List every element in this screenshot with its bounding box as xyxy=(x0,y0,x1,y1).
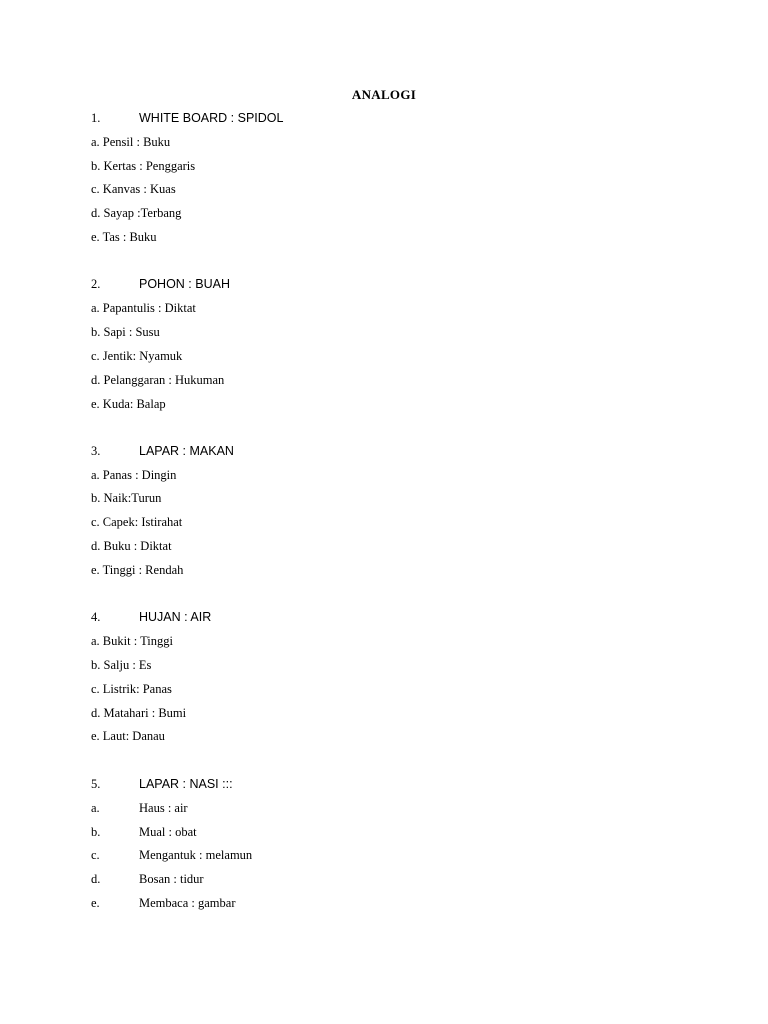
answer-option: c. Capek: Istirahat xyxy=(91,515,183,529)
option-text: Membaca : gambar xyxy=(139,896,236,910)
answer-option: a. Bukit : Tinggi xyxy=(91,634,173,648)
option-letter: d. xyxy=(91,872,101,886)
answer-option: a. Panas : Dingin xyxy=(91,468,177,482)
question-number: 5. xyxy=(91,777,101,791)
answer-option: b. Kertas : Penggaris xyxy=(91,159,196,173)
answer-option: c. Jentik: Nyamuk xyxy=(91,349,183,363)
answer-option: d. Matahari : Bumi xyxy=(91,706,187,720)
question-number: 4. xyxy=(91,610,101,624)
answer-option: b. Salju : Es xyxy=(91,658,152,672)
answer-option: b. Naik:Turun xyxy=(91,491,162,505)
question-prompt: LAPAR : NASI ::: xyxy=(139,777,233,791)
answer-option: e. Tinggi : Rendah xyxy=(91,563,184,577)
answer-option: a. Pensil : Buku xyxy=(91,135,171,149)
option-text: Bosan : tidur xyxy=(139,872,204,886)
answer-option: e. Laut: Danau xyxy=(91,729,165,743)
option-letter: e. xyxy=(91,896,100,910)
answer-option: e. Kuda: Balap xyxy=(91,397,166,411)
question-prompt: POHON : BUAH xyxy=(139,277,230,291)
answer-option: d. Pelanggaran : Hukuman xyxy=(91,373,225,387)
answer-option: a. Papantulis : Diktat xyxy=(91,301,196,315)
answer-option: c. Listrik: Panas xyxy=(91,682,172,696)
answer-option: d. Sayap :Terbang xyxy=(91,206,182,220)
answer-option: e. Tas : Buku xyxy=(91,230,157,244)
page-title: ANALOGI xyxy=(351,87,417,102)
question-prompt: HUJAN : AIR xyxy=(139,610,212,624)
answer-option: c. Kanvas : Kuas xyxy=(91,182,176,196)
option-letter: a. xyxy=(91,801,100,815)
option-letter: c. xyxy=(91,848,100,862)
option-text: Haus : air xyxy=(139,801,188,815)
question-number: 2. xyxy=(91,277,101,291)
option-letter: b. xyxy=(91,825,101,839)
question-prompt: WHITE BOARD : SPIDOL xyxy=(139,111,284,125)
answer-option: d. Buku : Diktat xyxy=(91,539,172,553)
option-text: Mual : obat xyxy=(139,825,197,839)
question-number: 1. xyxy=(91,111,101,125)
answer-option: b. Sapi : Susu xyxy=(91,325,160,339)
option-text: Mengantuk : melamun xyxy=(139,848,253,862)
question-prompt: LAPAR : MAKAN xyxy=(139,444,234,458)
question-number: 3. xyxy=(91,444,101,458)
